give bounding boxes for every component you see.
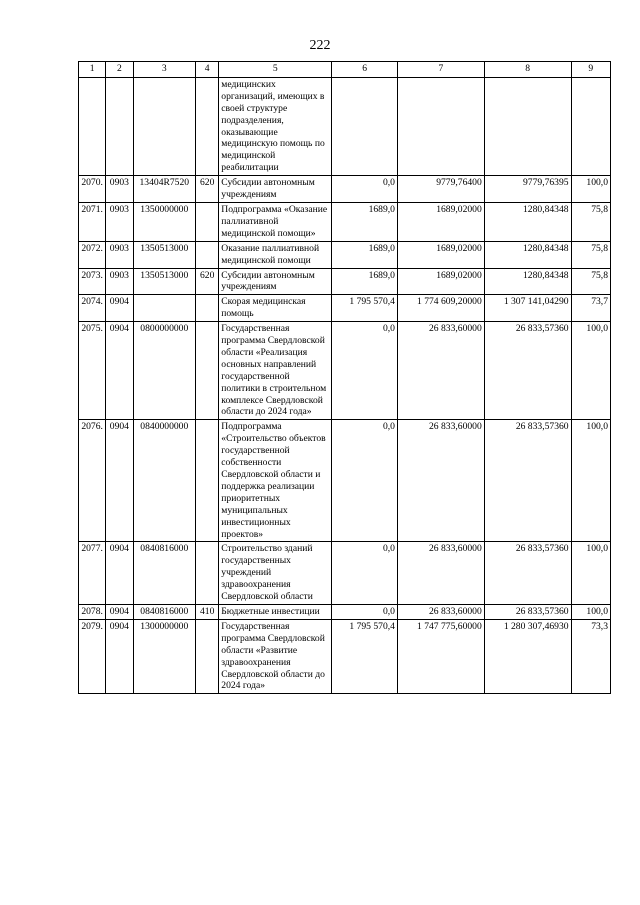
section-code-cell: 0903	[106, 268, 133, 295]
header-cell: 3	[133, 62, 196, 78]
target-article-cell	[133, 295, 196, 322]
table-row	[79, 322, 611, 420]
header-cell: 6	[332, 62, 398, 78]
approved-amount-cell: 0,0	[332, 420, 398, 542]
section-code-cell: 0904	[106, 619, 133, 693]
target-article-cell: 1350513000	[133, 268, 196, 295]
table-row	[79, 604, 611, 619]
expense-type-cell	[196, 542, 219, 605]
budget-list-amount-cell: 1689,02000	[397, 268, 484, 295]
budget-list-amount-cell: 1689,02000	[397, 202, 484, 241]
execution-percent-cell: 75,8	[571, 202, 610, 241]
table-row	[79, 77, 611, 175]
row-number-cell: 2071.	[79, 202, 106, 241]
table-row	[79, 241, 611, 268]
execution-percent-cell: 100,0	[571, 542, 610, 605]
approved-amount-cell: 0,0	[332, 542, 398, 605]
section-code-cell: 0903	[106, 202, 133, 241]
target-article-cell: 0840000000	[133, 420, 196, 542]
row-number-cell: 2070.	[79, 176, 106, 203]
target-article-cell: 0840816000	[133, 604, 196, 619]
budget-list-amount-cell	[397, 77, 484, 175]
executed-amount-cell: 1280,84348	[484, 241, 571, 268]
section-code-cell: 0903	[106, 176, 133, 203]
target-article-cell	[133, 77, 196, 175]
expense-type-cell	[196, 619, 219, 693]
executed-amount-cell: 1280,84348	[484, 268, 571, 295]
executed-amount-cell: 26 833,57360	[484, 420, 571, 542]
expense-type-cell: 410	[196, 604, 219, 619]
execution-percent-cell: 100,0	[571, 420, 610, 542]
executed-amount-cell: 1280,84348	[484, 202, 571, 241]
table-body	[79, 62, 611, 694]
budget-table	[78, 61, 611, 694]
header-cell: 4	[196, 62, 219, 78]
table-row	[79, 176, 611, 203]
approved-amount-cell: 0,0	[332, 176, 398, 203]
table-header-row	[79, 62, 611, 78]
row-number-cell: 2077.	[79, 542, 106, 605]
approved-amount-cell: 1689,0	[332, 202, 398, 241]
header-cell: 7	[397, 62, 484, 78]
expense-type-cell	[196, 241, 219, 268]
execution-percent-cell: 100,0	[571, 176, 610, 203]
budget-list-amount-cell: 26 833,60000	[397, 322, 484, 420]
expense-type-cell	[196, 202, 219, 241]
expense-type-cell	[196, 322, 219, 420]
approved-amount-cell: 1689,0	[332, 268, 398, 295]
execution-percent-cell: 75,8	[571, 268, 610, 295]
execution-percent-cell: 73,7	[571, 295, 610, 322]
section-code-cell: 0904	[106, 542, 133, 605]
budget-list-amount-cell: 9779,76400	[397, 176, 484, 203]
item-name-cell: Подпрограмма «Строительство объектов государственной собственности Свердловской области и поддержка реализации приоритетных муниципальных инвестиционных проектов»	[219, 420, 332, 542]
section-code-cell: 0904	[106, 295, 133, 322]
item-name-cell: Бюджетные инвестиции	[219, 604, 332, 619]
row-number-cell	[79, 77, 106, 175]
executed-amount-cell	[484, 77, 571, 175]
expense-type-cell	[196, 420, 219, 542]
page-number: 222	[309, 38, 331, 53]
table-row	[79, 542, 611, 605]
expense-type-cell	[196, 295, 219, 322]
expense-type-cell: 620	[196, 268, 219, 295]
table-row	[79, 295, 611, 322]
executed-amount-cell: 1 307 141,04290	[484, 295, 571, 322]
item-name-cell: Государственная программа Свердловской области «Развитие здравоохранения Свердловской области до 2024 года»	[219, 619, 332, 693]
item-name-cell: Оказание паллиативной медицинской помощи	[219, 241, 332, 268]
budget-list-amount-cell: 1689,02000	[397, 241, 484, 268]
item-name-cell: Государственная программа Свердловской области «Реализация основных направлений государственной политики в строительном комплексе Свердловской области до 2024 года»	[219, 322, 332, 420]
execution-percent-cell: 73,3	[571, 619, 610, 693]
section-code-cell: 0903	[106, 241, 133, 268]
budget-list-amount-cell: 26 833,60000	[397, 542, 484, 605]
approved-amount-cell: 1 795 570,4	[332, 295, 398, 322]
target-article-cell: 0840816000	[133, 542, 196, 605]
budget-list-amount-cell: 1 774 609,20000	[397, 295, 484, 322]
execution-percent-cell: 100,0	[571, 322, 610, 420]
approved-amount-cell: 0,0	[332, 322, 398, 420]
section-code-cell: 0904	[106, 420, 133, 542]
executed-amount-cell: 9779,76395	[484, 176, 571, 203]
expense-type-cell: 620	[196, 176, 219, 203]
row-number-cell: 2078.	[79, 604, 106, 619]
section-code-cell: 0904	[106, 604, 133, 619]
header-cell: 1	[79, 62, 106, 78]
executed-amount-cell: 26 833,57360	[484, 542, 571, 605]
row-number-cell: 2079.	[79, 619, 106, 693]
item-name-cell: Субсидии автономным учреждениям	[219, 176, 332, 203]
item-name-cell: Строительство зданий государственных учреждений здравоохранения Свердловской области	[219, 542, 332, 605]
row-number-cell: 2073.	[79, 268, 106, 295]
header-cell: 9	[571, 62, 610, 78]
target-article-cell: 1350513000	[133, 241, 196, 268]
execution-percent-cell	[571, 77, 610, 175]
table-row	[79, 619, 611, 693]
target-article-cell: 0800000000	[133, 322, 196, 420]
item-name-cell: Подпрограмма «Оказание паллиативной медицинской помощи»	[219, 202, 332, 241]
approved-amount-cell: 1689,0	[332, 241, 398, 268]
row-number-cell: 2072.	[79, 241, 106, 268]
table-row	[79, 202, 611, 241]
row-number-cell: 2076.	[79, 420, 106, 542]
section-code-cell: 0904	[106, 322, 133, 420]
table-row	[79, 420, 611, 542]
approved-amount-cell: 0,0	[332, 604, 398, 619]
table-row	[79, 268, 611, 295]
execution-percent-cell: 100,0	[571, 604, 610, 619]
target-article-cell: 1350000000	[133, 202, 196, 241]
item-name-cell: Скорая медицинская помощь	[219, 295, 332, 322]
header-cell: 5	[219, 62, 332, 78]
approved-amount-cell: 1 795 570,4	[332, 619, 398, 693]
executed-amount-cell: 26 833,57360	[484, 604, 571, 619]
budget-list-amount-cell: 26 833,60000	[397, 604, 484, 619]
budget-list-amount-cell: 26 833,60000	[397, 420, 484, 542]
target-article-cell: 1300000000	[133, 619, 196, 693]
item-name-cell: медицинских организаций, имеющих в своей структуре подразделения, оказывающие медицинскую помощь по медицинской реабилитации	[219, 77, 332, 175]
section-code-cell	[106, 77, 133, 175]
executed-amount-cell: 26 833,57360	[484, 322, 571, 420]
execution-percent-cell: 75,8	[571, 241, 610, 268]
header-cell: 8	[484, 62, 571, 78]
row-number-cell: 2074.	[79, 295, 106, 322]
row-number-cell: 2075.	[79, 322, 106, 420]
approved-amount-cell	[332, 77, 398, 175]
header-cell: 2	[106, 62, 133, 78]
expense-type-cell	[196, 77, 219, 175]
budget-list-amount-cell: 1 747 775,60000	[397, 619, 484, 693]
target-article-cell: 13404R7520	[133, 176, 196, 203]
item-name-cell: Субсидии автономным учреждениям	[219, 268, 332, 295]
executed-amount-cell: 1 280 307,46930	[484, 619, 571, 693]
